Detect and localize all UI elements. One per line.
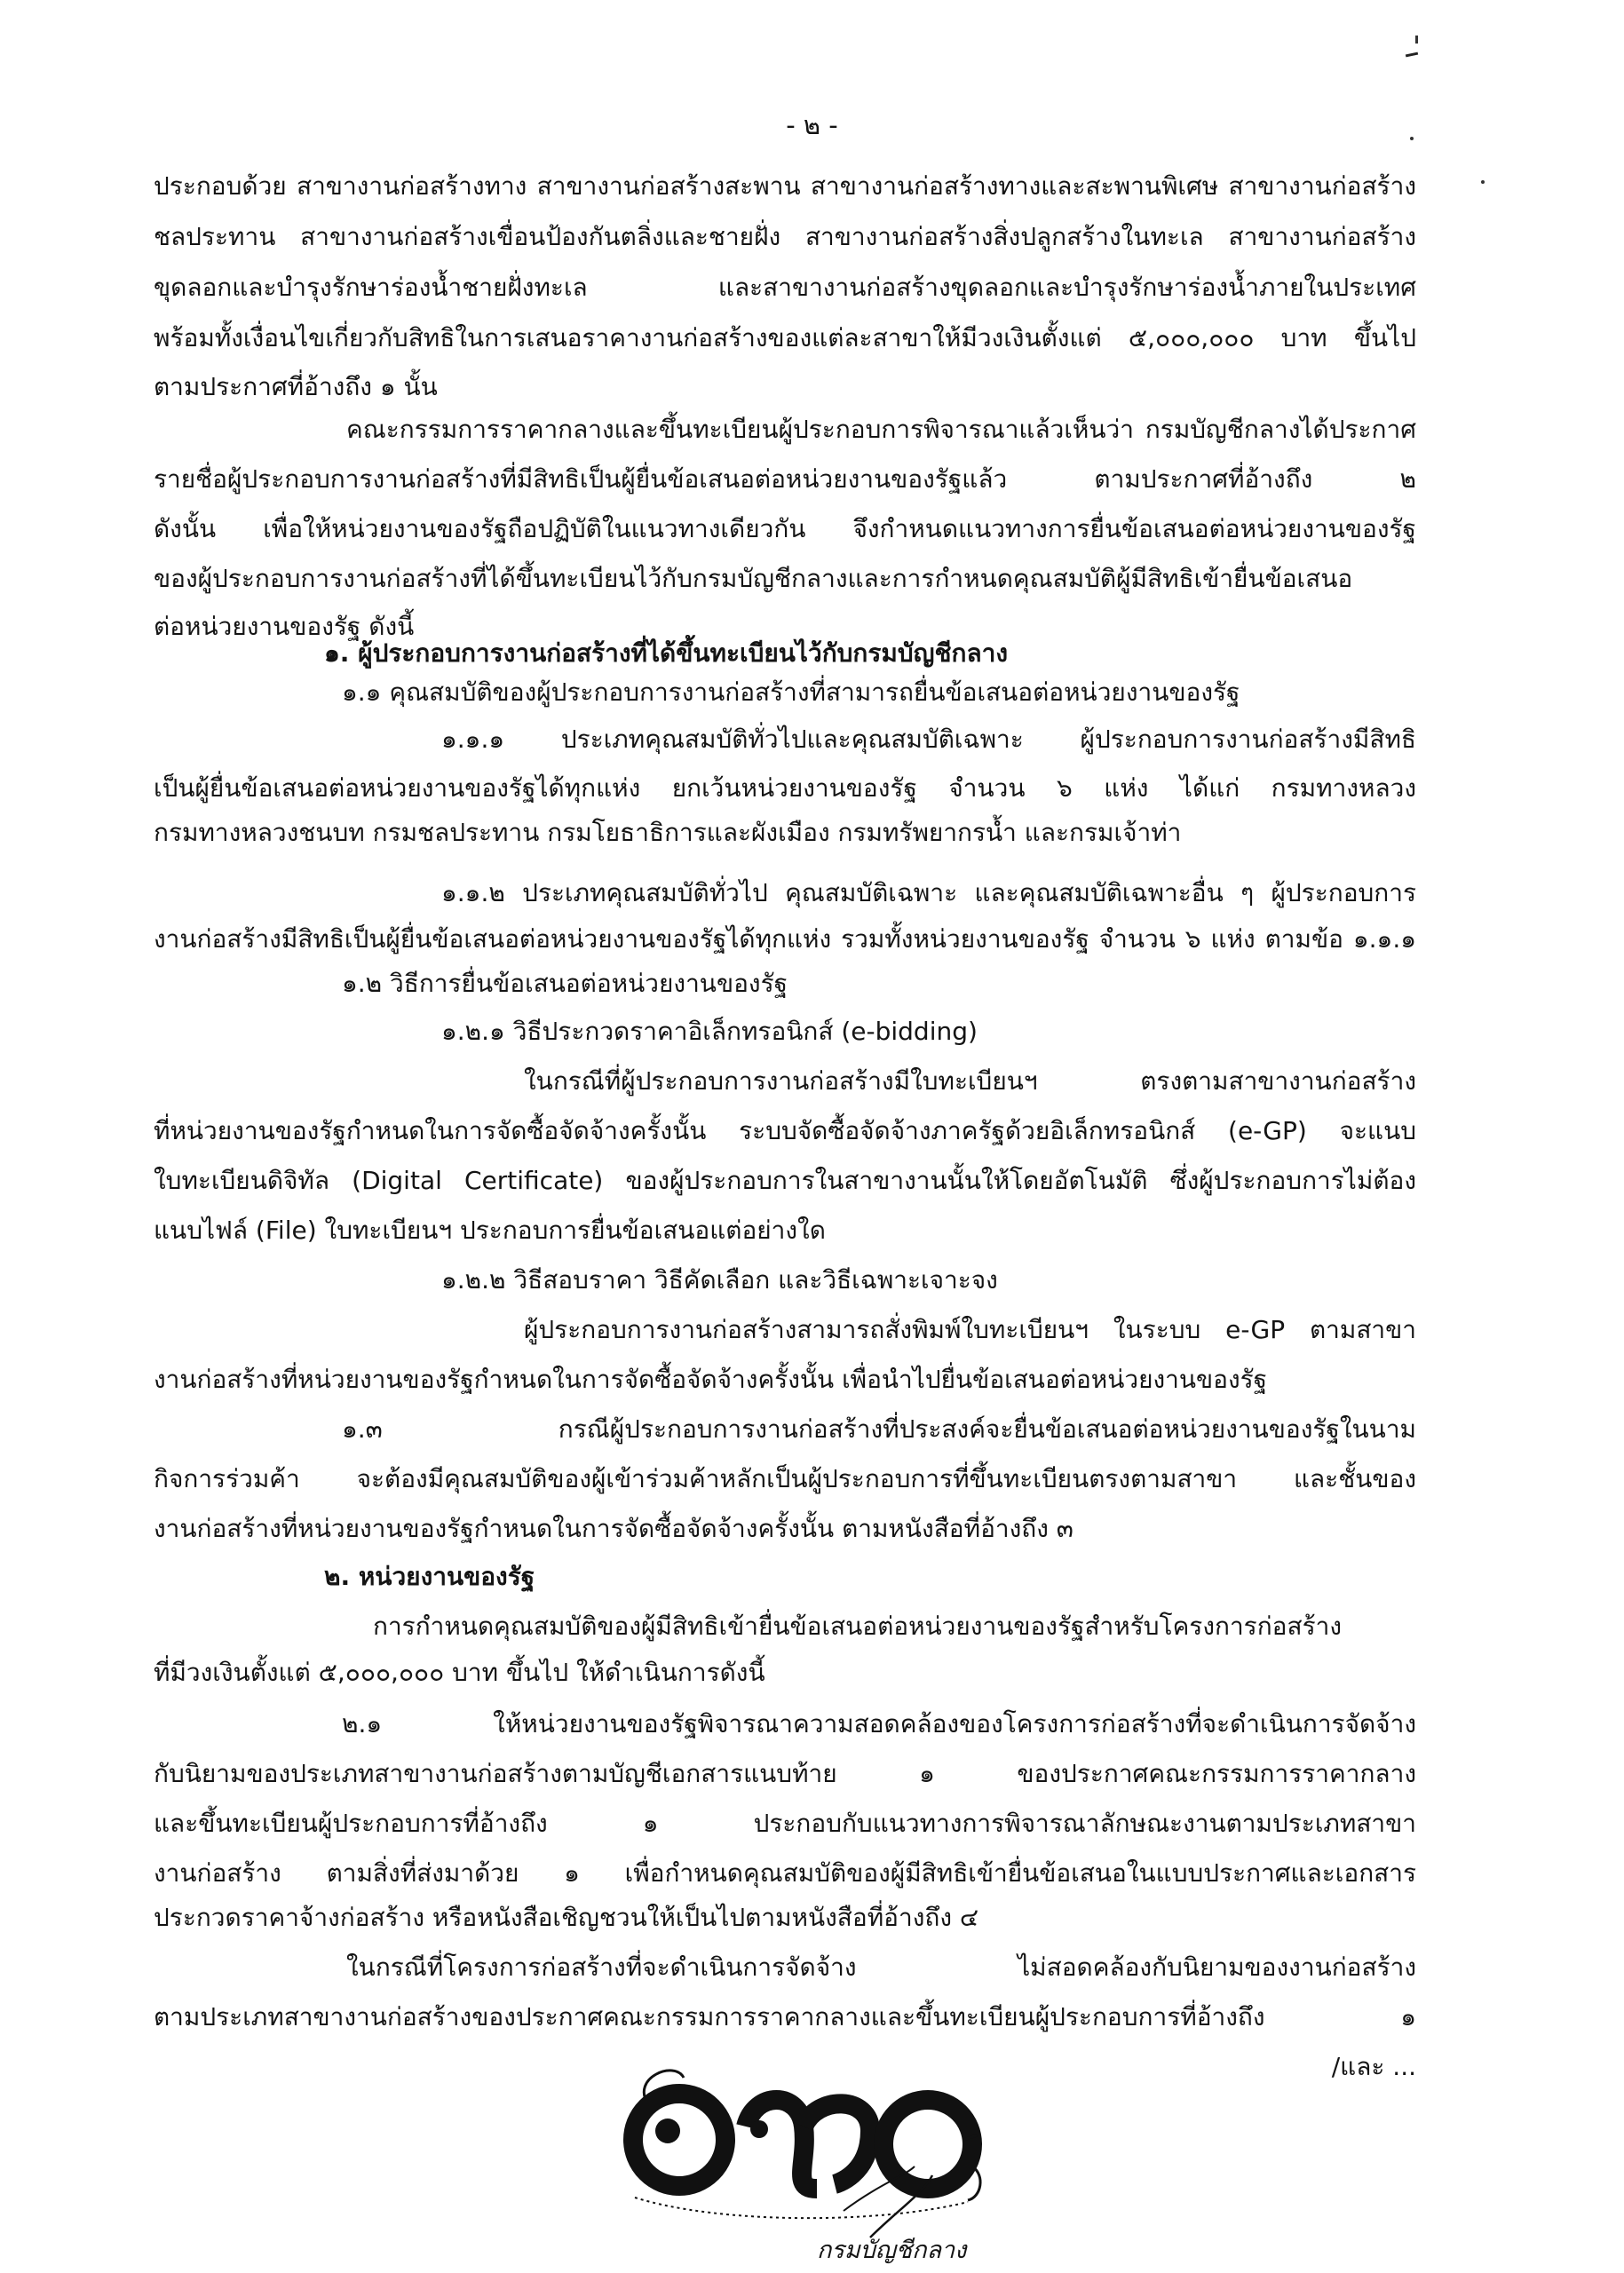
- body-line: ประกอบด้วย สาขางานก่อสร้างทาง สาขางานก่อสร้างสะพาน สาขางานก่อสร้างทางและสะพานพิเศษ สาขางานก่อสร้าง: [154, 171, 1416, 201]
- body-line: งานก่อสร้างที่หน่วยงานของรัฐกำหนดในการจัดซื้อจัดจ้างครั้งนั้น ตามหนังสือที่อ้างถึง ๓: [154, 1514, 1073, 1543]
- body-line: และขึ้นทะเบียนผู้ประกอบการที่อ้างถึง ๑ ประกอบกับแนวทางการพิจารณาลักษณะงานตามประเภทสาขา: [154, 1809, 1416, 1838]
- body-line: กรมทางหลวงชนบท กรมชลประทาน กรมโยธาธิการและผังเมือง กรมทรัพยากรน้ำ และกรมเจ้าท่า: [154, 818, 1182, 847]
- body-line: ประกวดราคาจ้างก่อสร้าง หรือหนังสือเชิญชวนให้เป็นไปตามหนังสือที่อ้างถึง ๔: [154, 1903, 979, 1932]
- subsection-heading: ๑.๑ คุณสมบัติของผู้ประกอบการงานก่อสร้างที่สามารถยื่นข้อเสนอต่อหน่วยงานของรัฐ: [342, 677, 1240, 707]
- subsection-heading: ๑.๒.๒ วิธีสอบราคา วิธีคัดเลือก และวิธีเฉพาะเจาะจง: [441, 1265, 998, 1295]
- body-line: ที่มีวงเงินตั้งแต่ ๕,๐๐๐,๐๐๐ บาท ขึ้นไป ให้ดำเนินการดังนี้: [154, 1658, 765, 1687]
- body-line: ตามประเภทสาขางานก่อสร้างของประกาศคณะกรรมการราคากลางและขึ้นทะเบียนผู้ประกอบการที่อ้างถึง ๑: [154, 2002, 1416, 2031]
- body-line: ๑.๑.๒ ประเภทคุณสมบัติทั่วไป คุณสมบัติเฉพาะ และคุณสมบัติเฉพาะอื่น ๆ ผู้ประกอบการ: [441, 878, 1416, 907]
- body-line: ในกรณีที่ผู้ประกอบการงานก่อสร้างมีใบทะเบียนฯ ตรงตามสาขางานก่อสร้าง: [524, 1066, 1416, 1096]
- section-heading: ๒. หน่วยงานของรัฐ: [324, 1562, 535, 1591]
- body-line: ดังนั้น เพื่อให้หน่วยงานของรัฐถือปฏิบัติในแนวทางเดียวกัน จึงกำหนดแนวทางการยื่นข้อเสนอต่อหน่วยงานของรัฐ: [154, 514, 1416, 543]
- body-line: ใบทะเบียนดิจิทัล (Digital Certificate) ของผู้ประกอบการในสาขางานนั้นให้โดยอัตโนมัติ ซึ่งผู้ประกอบการไม่ต้อง: [154, 1166, 1416, 1195]
- body-line: แนบไฟล์ (File) ใบทะเบียนฯ ประกอบการยื่นข้อเสนอแต่อย่างใด: [154, 1216, 826, 1245]
- body-line: คณะกรรมการราคากลางและขึ้นทะเบียนผู้ประกอบการพิจารณาแล้วเห็นว่า กรมบัญชีกลางได้ประกาศ: [346, 415, 1416, 444]
- body-line: การกำหนดคุณสมบัติของผู้มีสิทธิเข้ายื่นข้อเสนอต่อหน่วยงานของรัฐสำหรับโครงการก่อสร้าง: [373, 1612, 1343, 1641]
- body-line: ตามประกาศที่อ้างถึง ๑ นั้น: [154, 372, 438, 401]
- body-line: รายชื่อผู้ประกอบการงานก่อสร้างที่มีสิทธิเป็นผู้ยื่นข้อเสนอต่อหน่วยงานของรัฐแล้ว ตามประกาศที่อ้างถึง ๒: [154, 464, 1416, 494]
- continuation-marker: /และ ...: [1331, 2052, 1416, 2081]
- body-line: ผู้ประกอบการงานก่อสร้างสามารถสั่งพิมพ์ใบทะเบียนฯ ในระบบ e-GP ตามสาขา: [524, 1315, 1416, 1344]
- body-line: ต่อหน่วยงานของรัฐ ดังนี้: [154, 612, 415, 641]
- body-line: ขุดลอกและบำรุงรักษาร่องน้ำชายฝั่งทะเล และสาขางานก่อสร้างขุดลอกและบำรุงรักษาร่องน้ำภายในประเทศ: [154, 273, 1416, 302]
- scan-mark: [1415, 36, 1418, 44]
- subsection-heading: ๑.๒.๑ วิธีประกวดราคาอิเล็กทรอนิกส์ (e-bidding): [441, 1017, 978, 1046]
- body-line: งานก่อสร้างมีสิทธิเป็นผู้ยื่นข้อเสนอต่อหน่วยงานของรัฐได้ทุกแห่ง รวมทั้งหน่วยงานของรัฐ จำนวน ๖ แห่ง ตามข้อ ๑.๑.๑: [154, 924, 1416, 954]
- section-heading: ๑. ผู้ประกอบการงานก่อสร้างที่ได้ขึ้นทะเบียนไว้กับกรมบัญชีกลาง: [324, 638, 1009, 668]
- body-line: งานก่อสร้าง ตามสิ่งที่ส่งมาด้วย ๑ เพื่อกำหนดคุณสมบัติของผู้มีสิทธิเข้ายื่นข้อเสนอในแบบประกาศและเอกสาร: [154, 1858, 1416, 1888]
- scan-mark: [1406, 52, 1418, 58]
- scan-mark: [1481, 180, 1485, 184]
- body-line: กิจการร่วมค้า จะต้องมีคุณสมบัติของผู้เข้าร่วมค้าหลักเป็นผู้ประกอบการที่ขึ้นทะเบียนตรงตามสาขา และชั้นของ: [154, 1464, 1416, 1493]
- body-line: งานก่อสร้างที่หน่วยงานของรัฐกำหนดในการจัดซื้อจัดจ้างครั้งนั้น เพื่อนำไปยื่นข้อเสนอต่อหน่วยงานของรัฐ: [154, 1365, 1268, 1394]
- body-line: ในกรณีที่โครงการก่อสร้างที่จะดำเนินการจัดจ้าง ไม่สอดคล้องกับนิยามของงานก่อสร้าง: [346, 1952, 1416, 1982]
- body-line: ๑.๑.๑ ประเภทคุณสมบัติทั่วไปและคุณสมบัติเฉพาะ ผู้ประกอบการงานก่อสร้างมีสิทธิ: [441, 725, 1416, 754]
- body-line: ๑.๓ กรณีผู้ประกอบการงานก่อสร้างที่ประสงค์จะยื่นข้อเสนอต่อหน่วยงานของรัฐในนาม: [342, 1414, 1416, 1444]
- body-line: เป็นผู้ยื่นข้อเสนอต่อหน่วยงานของรัฐได้ทุกแห่ง ยกเว้นหน่วยงานของรัฐ จำนวน ๖ แห่ง ได้แก่ กรมทางหลวง: [154, 773, 1416, 803]
- department-signature: กรมบัญชีกลาง: [817, 2237, 967, 2264]
- body-line: ของผู้ประกอบการงานก่อสร้างที่ได้ขึ้นทะเบียนไว้กับกรมบัญชีกลางและการกำหนดคุณสมบัติผู้มีสิทธิเข้ายื่นข้อเสนอ: [154, 564, 1353, 593]
- body-line: ๒.๑ ให้หน่วยงานของรัฐพิจารณาความสอดคล้องของโครงการก่อสร้างที่จะดำเนินการจัดจ้าง: [342, 1709, 1416, 1738]
- body-line: ที่หน่วยงานของรัฐกำหนดในการจัดซื้อจัดจ้างครั้งนั้น ระบบจัดซื้อจัดจ้างภาครัฐด้วยอิเล็กทรอนิกส์ (e-GP) จะแนบ: [154, 1116, 1416, 1145]
- page-number: - ๒ -: [786, 110, 838, 140]
- body-line: ชลประทาน สาขางานก่อสร้างเขื่อนป้องกันตลิ่งและชายฝั่ง สาขางานก่อสร้างสิ่งปลูกสร้างในทะเล สาขางานก่อสร้าง: [154, 222, 1416, 251]
- body-line: กับนิยามของประเภทสาขางานก่อสร้างตามบัญชีเอกสารแนบท้าย ๑ ของประกาศคณะกรรมการราคากลาง: [154, 1759, 1416, 1788]
- body-line: พร้อมทั้งเงื่อนไขเกี่ยวกับสิทธิในการเสนอราคางานก่อสร้างของแต่ละสาขาให้มีวงเงินตั้งแต่ ๕,๐๐๐,๐๐๐ บาท ขึ้นไป: [154, 323, 1416, 352]
- subsection-heading: ๑.๒ วิธีการยื่นข้อเสนอต่อหน่วยงานของรัฐ: [342, 969, 788, 998]
